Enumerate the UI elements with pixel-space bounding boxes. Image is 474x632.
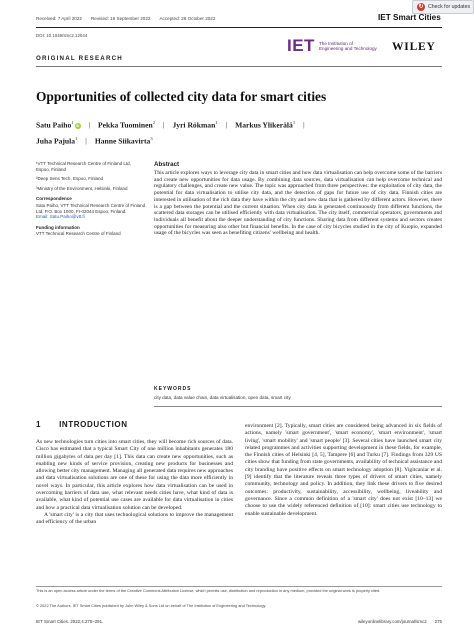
abstract-heading: Abstract (154, 161, 180, 168)
journal-name: IET Smart Cities (378, 13, 441, 22)
iet-logo-subtitle (319, 41, 377, 52)
accepted-date: Accepted: 26 October 2022 (159, 16, 216, 21)
correspondence-label: Correspondence (36, 196, 72, 202)
body-column-right (245, 423, 442, 518)
keywords-heading: KEYWORDS (154, 386, 192, 392)
iet-logo (287, 36, 377, 56)
page-footer (36, 619, 442, 624)
body-paragraph: A 'smart city' is a city that uses technological solutions to improve the management and efficiency of the urban (36, 511, 233, 526)
author-separator: | (85, 136, 87, 146)
author[interactable]: Juha Pajula$^1$ (36, 136, 78, 146)
keywords-text: city data, data value chain, data virtualisation, open data, smart city (154, 395, 291, 400)
author-separator: | (162, 120, 165, 130)
journal-citation: IET Smart Cities. 2022;4:275–291. (36, 619, 104, 624)
update-icon: ↻ (418, 4, 424, 10)
section-title: INTRODUCTION (59, 420, 128, 429)
author[interactable]: Pekka Tuominen$^2$ (98, 120, 155, 130)
footnote-divider (36, 586, 442, 587)
check-for-updates-button[interactable] (412, 0, 474, 14)
abstract-text: This article explores ways to leverage city data in smart cities and how data virtualisation can help overcome some of the barriers and create new opportunities for data usage. By combining data sources, data virtualisation can help overcome technical and regulatory challenges, and create new value. The topic was approached from three perspectives: the exploitation of city data, the potential for data virtualisation to utilise city data, and the detection of gaps for future use of city data. Finnish cities are interested in utilisation of the rich data they have within the city and new data that is gathered by different actors. However, there is a gap between the potential and the current situation. When city data is generated continuously from different functions, the scattered data storages can be utilised efficiently with data virtualisation. The city itself, commercial operators, governments and individuals all benefit about the deeper understanding of city functions. Sharing data from different systems and sectors creates opportunities for measuring also other but financial benefits. In the case of city bicycles studied in the city of Kuopio, expanded usage of the bicycles was seen as benefiting citizens' wellbeing and health. (154, 170, 442, 237)
article-type-label: ORIGINAL RESEARCH (36, 55, 123, 62)
body-paragraph: As new technologies turn cities into smart cities, they will become rich sources of data. Cisco has estimated that a typical Smart City of one million inhabitants generates 180 million gigabytes of data per day [1]. This data can create new opportunities, such as enabling new kinds of service provision, creating new products for businesses and allowing better city management. Managing all generated data requires new approaches and data virtualisation solutions are one of these for using the data more efficiently in novel ways. In particular, this article explores how data virtualisation can be used in overcoming barriers of data use, what relevant needs cities have, what kind of data is available, what kind of potential use cases are available for data virtualisation in cities and how a practical data virtualisation solution can be developed. (36, 439, 233, 511)
article-info-sidebar (36, 161, 146, 237)
received-date: Received: 7 April 2022 (36, 16, 82, 21)
affiliation: ²Deep Sens Tech, Espoo, Finland (36, 176, 103, 182)
iet-subtitle-line2: Engineering and Technology (318, 46, 377, 51)
author-separator: | (88, 120, 91, 130)
article-type-divider (36, 66, 442, 67)
keywords-divider (154, 406, 442, 407)
correspondence-email[interactable]: Email: Satu.Paiho@vtt.fi (36, 214, 85, 220)
doi-link[interactable]: DOI: 10.1049/smc2.12044 (36, 33, 88, 38)
article-dates (36, 16, 215, 21)
section-heading (36, 420, 128, 429)
iet-logo-mark: IET (287, 36, 315, 55)
header-divider (36, 27, 442, 28)
author[interactable]: Hanne Siikavirta$^3$ (94, 136, 153, 146)
revised-date: Revised: 19 September 2022 (90, 16, 151, 21)
page-number: 275 (434, 619, 442, 624)
section-number: 1 (36, 420, 42, 429)
author[interactable]: Satu Paiho$^1$iD (36, 120, 80, 130)
funding-text: VTT Technical Research Centre of Finland (36, 231, 121, 237)
check-updates-label: Check for updates (428, 4, 471, 10)
orcid-icon[interactable]: iD (75, 123, 80, 128)
journal-url-link[interactable]: wileyonlinelibrary.com/journal/smc2 (357, 619, 427, 624)
author[interactable]: Markus Ylikerälä$^1$ (235, 120, 296, 130)
iet-subtitle-line1: The Institution of (318, 40, 353, 46)
author[interactable]: Jyri Rökman$^1$ (172, 120, 218, 130)
funding-label: Funding information (36, 224, 80, 230)
license-footnote: This is an open access article under the terms of the Creative Commons Attribution License, which permits use, distribution and reproduction in any medium, provided the original work is properly cited. (36, 588, 381, 593)
author-list-line1 (36, 120, 305, 130)
affiliation: ³Ministry of the Environment, Helsinki, Finland (36, 185, 128, 191)
wiley-logo: WILEY (392, 41, 436, 53)
copyright-footnote: © 2022 The Authors. IET Smart Cities published by John Wiley & Sons Ltd on behalf of The Institution of Engineering and Technology. (36, 603, 267, 608)
correspondence-address: Satu Paiho, VTT Technical Research Centre of Finland Ltd, P.O. Box 1000, FI-02044 Espoo, Finland. (36, 202, 146, 214)
body-column-left (36, 439, 233, 527)
body-paragraph: environment [2]. Typically, smart cities are considered being advanced in six fields of actions, namely 'smart government', 'smart economy', 'smart environment', 'smart living', 'smart mobility' and 'smart people' [3]. Several cities have launched smart city related programmes and activities supporting development in these fields, for example, the Finnish cities of Helsinki [4, 5], Tampere [6] and Turku [7]. Findings from 329 US cities show that funding from state governments, availability of technical assistance and city branding have positive effects on smart technology adoption [8]. Yigitcanlar et al. [9] identify that the literature reveals three types of drivers of smart cities, namely community, technology and policy. In addition, they link these drivers to five desired outcomes: productivity, sustainability, accessibility, wellbeing, liveability and governance. Since a common definition of a 'smart city' does not exist [10–13] we choose to use the widely referenced definition of [10]: smart cities use technology to enable sustainable development. (245, 423, 442, 517)
author-separator: | (303, 120, 305, 130)
affiliation: ¹VTT Technical Research Centre of Finland Ltd, Espoo, Finland (36, 161, 131, 172)
abstract (154, 161, 442, 237)
author-list-line2 (36, 136, 153, 146)
author-separator: | (225, 120, 228, 130)
article-title: Opportunities of collected city data for smart cities (36, 89, 327, 104)
